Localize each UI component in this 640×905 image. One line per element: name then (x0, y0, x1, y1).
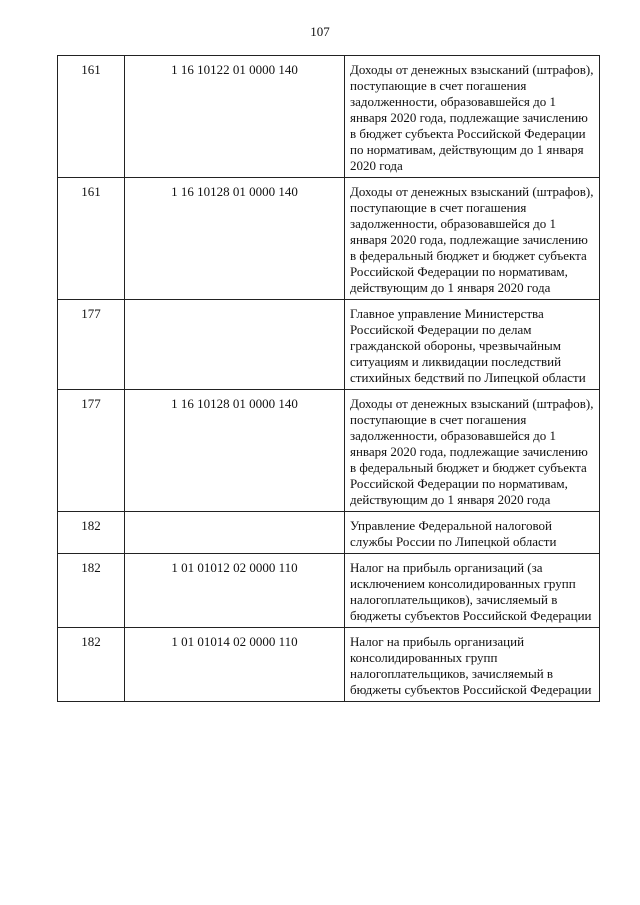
revenue-name-cell: Доходы от денежных взысканий (штрафов), поступающие в счет погашения задолженности, образовавшейся до 1 января 2020 года, подлежащие зачислению в федеральный бюджет и бюджет субъекта Российской Федерации по нормативам, действующим до 1 января 2020 года (345, 178, 600, 300)
revenue-name-cell: Управление Федеральной налоговой службы России по Липецкой области (345, 512, 600, 554)
page-number: 107 (310, 24, 330, 39)
admin-code-cell: 161 (58, 56, 125, 178)
admin-code-cell: 182 (58, 512, 125, 554)
revenue-name-cell: Налог на прибыль организаций консолидированных групп налогоплательщиков, зачисляемый в бюджеты субъектов Российской Федерации (345, 628, 600, 702)
table-row (58, 512, 600, 554)
admin-code-cell: 161 (58, 178, 125, 300)
revenue-code-cell: 1 16 10122 01 0000 140 (125, 56, 345, 178)
revenue-code-cell: 1 16 10128 01 0000 140 (125, 390, 345, 512)
table-row (58, 390, 600, 512)
revenue-code-cell: 1 16 10128 01 0000 140 (125, 178, 345, 300)
revenue-name-cell: Доходы от денежных взысканий (штрафов), поступающие в счет погашения задолженности, образовавшейся до 1 января 2020 года, подлежащие зачислению в федеральный бюджет и бюджет субъекта Российской Федерации по нормативам, действующим до 1 января 2020 года (345, 390, 600, 512)
table-row (58, 178, 600, 300)
admin-code-cell: 182 (58, 628, 125, 702)
table-row (58, 554, 600, 628)
revenue-code-cell (125, 512, 345, 554)
admin-code-cell: 177 (58, 300, 125, 390)
admin-code-cell: 177 (58, 390, 125, 512)
admin-code-cell: 182 (58, 554, 125, 628)
table-row (58, 628, 600, 702)
revenue-code-cell (125, 300, 345, 390)
revenue-name-cell: Главное управление Министерства Российской Федерации по делам гражданской обороны, чрезвычайным ситуациям и ликвидации последствий стихийных бедствий по Липецкой области (345, 300, 600, 390)
table-row (58, 56, 600, 178)
revenue-name-cell: Налог на прибыль организаций (за исключением консолидированных групп налогоплательщиков), зачисляемый в бюджеты субъектов Российской Федерации (345, 554, 600, 628)
table-row (58, 300, 600, 390)
revenue-code-cell: 1 01 01014 02 0000 110 (125, 628, 345, 702)
revenue-code-cell: 1 01 01012 02 0000 110 (125, 554, 345, 628)
revenue-name-cell: Доходы от денежных взысканий (штрафов), поступающие в счет погашения задолженности, образовавшейся до 1 января 2020 года, подлежащие зачислению в бюджет субъекта Российской Федерации по нормативам, действующим до 1 января 2020 года (345, 56, 600, 178)
revenue-classification-table (57, 55, 600, 702)
